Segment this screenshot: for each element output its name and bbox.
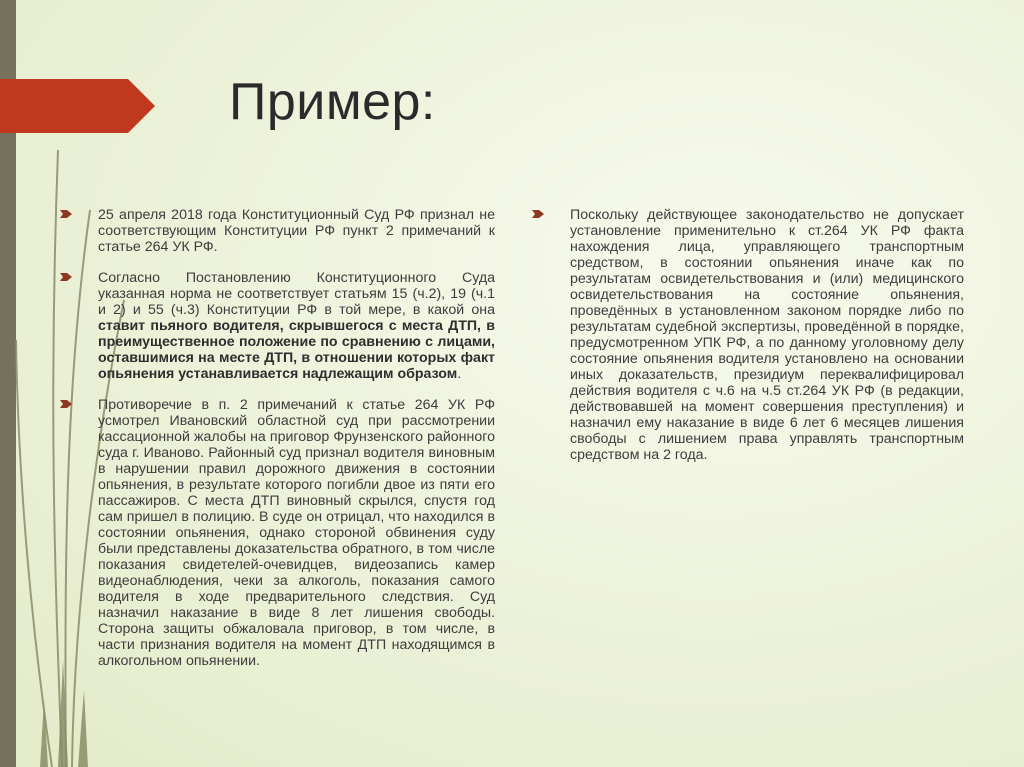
arrow-bullet-icon	[60, 209, 72, 219]
list-item	[98, 207, 495, 255]
paragraph-text: 25 апреля 2018 года Конституционный Суд РФ признал не соответствующим Конституции РФ пункт 2 примечаний к статье 264 УК РФ.	[98, 207, 495, 255]
list-item	[570, 207, 964, 463]
arrow-bullet-icon	[532, 209, 544, 219]
left-text-column	[98, 207, 495, 684]
paragraph-bold-text: ставит пьяного водителя, скрывшегося с места ДТП, в преимущественное положение по сравнению с лицами, оставшимися на месте ДТП, в отношении которых факт опьянения устанавливается надлежащим образом	[98, 318, 495, 382]
paragraph-text: Противоречие в п. 2 примечаний к статье 264 УК РФ усмотрел Ивановский областной суд при рассмотрении кассационной жалобы на приговор Фрунзенского районного суда г. Иваново. Районный суд признал водителя виновным в нарушении правил дорожного движения в состоянии опьянения, в результате которого погибли двое из пяти его пассажиров. С места ДТП виновный скрылся, спустя год сам пришел в полицию. В суде он отрицал, что находился в состоянии опьянения, однако стороной обвинения суду были представлены доказательства обратного, в том числе показания свидетелей-очевидцев, видеозапись камер видеонаблюдения, чеки за алкоголь, показания самого водителя в ходе предварительного следствия. Суд назначил наказание в виде 8 лет лишения свободы. Сторона защиты обжаловала приговор, в том числе, в части признания водителя на момент ДТП находящимся в алкогольном опьянении.	[98, 397, 495, 669]
paragraph-text-end: .	[457, 366, 462, 382]
list-item	[98, 397, 495, 669]
list-item	[98, 270, 495, 382]
paragraph-text: Согласно Постановлению Конституционного Суда указанная норма не соответствует статьям 15 (ч.2), 19 (ч.1 и 2) и 55 (ч.3) Конституции РФ в той мере, в какой она	[98, 270, 495, 318]
paragraph-text: Поскольку действующее законодательство не допускает установление применительно к ст.264 УК РФ факта нахождения лица, управляющего транспортным средством, в состоянии опьянения иначе как по результатам освидетельствования и (или) медицинского освидетельствования на состояние опьянения, проведённых в установленном законом порядке либо по результатам судебной экспертизы, проведённой в порядке, предусмотренном УПК РФ, а по данному уголовному делу состояние опьянения водителя установлено на основании иных доказательств, президиум переквалифицировал действия водителя с ч.6 на ч.5 ст.264 УК РФ (в редакции, действовавшей на момент совершения преступления) и назначил ему наказание в виде 6 лет 6 месяцев лишения свободы с лишением права управлять транспортным средством на 2 года.	[570, 207, 964, 463]
arrow-bullet-icon	[60, 272, 72, 282]
arrow-bullet-icon	[60, 399, 72, 409]
slide-title: Пример:	[229, 73, 436, 131]
right-text-column	[570, 207, 964, 478]
title-arrow-marker-icon	[0, 79, 155, 133]
